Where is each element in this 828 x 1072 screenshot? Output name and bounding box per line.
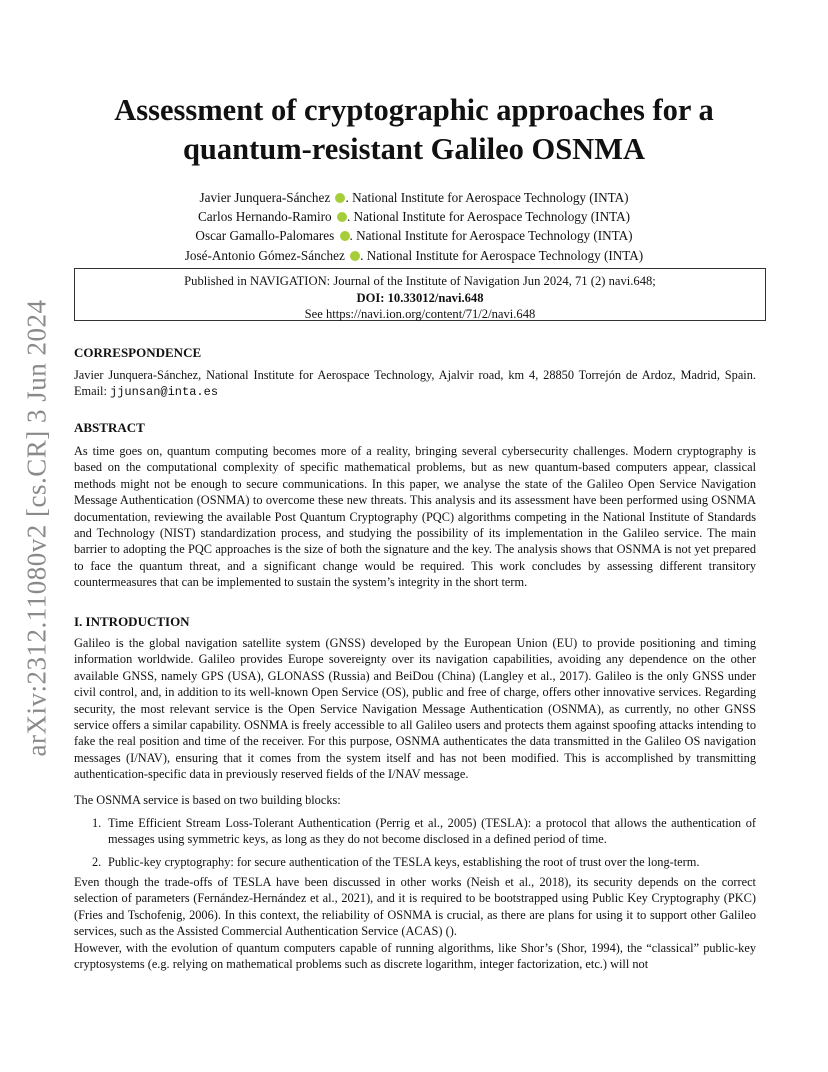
intro-paragraph-3: Even though the trade-offs of TESLA have been discussed in other works (Neish et al., 2018), its security depends on the correct selection of parameters (Fernández-Hernández et al., 2021), and it is required to be bootstrapped using Public Key Cryptography (PKC) (Fries and Tschofenig, 2006). In this context, the reliability of OSNMA is crucial, as there are plans for using it to support other Galileo services, such as the Assisted Commercial Authentication Service (ACAS) ().: [74, 875, 756, 939]
intro-paragraph-4: However, with the evolution of quantum computers capable of running algorithms, like Shor’s (Shor, 1994), the “classical” public-key cryptosystems (e.g. relying on mathematical problems such as discrete logarithm, integer factorization, etc.) will not: [74, 941, 756, 972]
author-list: [74, 188, 754, 265]
publication-doi[interactable]: DOI: 10.33012/navi.648: [356, 290, 484, 305]
introduction-heading: I. INTRODUCTION: [74, 614, 190, 629]
orcid-icon[interactable]: [340, 231, 350, 241]
title-line-2: quantum-resistant Galileo OSNMA: [182, 132, 646, 166]
list-item: [92, 854, 756, 870]
correspondence-heading: CORRESPONDENCE: [74, 345, 202, 360]
publication-journal: Published in NAVIGATION: Journal of the Institute of Navigation Jun 2024, 71 (2) navi.648;: [184, 274, 656, 288]
author-entry: [74, 246, 754, 265]
author-name: Javier Junquera-Sánchez: [199, 190, 331, 205]
author-affiliation: . National Institute for Aerospace Technology (INTA): [360, 247, 644, 263]
arxiv-identifier: [22, 298, 52, 758]
list-item-number: 2.: [92, 854, 102, 869]
publication-url[interactable]: See https://navi.ion.org/content/71/2/navi.648: [304, 307, 536, 321]
correspondence-email[interactable]: jjunsan@inta.es: [110, 385, 219, 400]
publication-box: [74, 268, 766, 321]
abstract-heading: ABSTRACT: [74, 420, 145, 435]
correspondence-text: [74, 367, 756, 401]
author-entry: [74, 188, 754, 207]
author-affiliation: . National Institute for Aerospace Technology (INTA): [345, 190, 629, 205]
paper-title: [74, 91, 754, 169]
intro-paragraph-1: Galileo is the global navigation satellite system (GNSS) developed by the European Union (EU) to provide positioning and timing information worldwide. Galileo provides Europe sovereignty over its navigation capabilities, avoiding any dependence on the other available GNSS, namely GPS (USA), GLONASS (Russia) and BeiDou (China) (Langley et al., 2017). Galileo is the only GNSS under civil control, and, in addition to its well-known Open Service (OS), public and free of charge, offers other innovative services. Regarding security, the most relevant service is the Open Service Navigation Message Authentication (OSNMA), as currently, no other GNSS service offers a similar capability. OSNMA is freely accessible to all Galileo users and protects them against spoofing attacks intending to fake the real position and time of the receiver. For this purpose, OSNMA authenticates the data transmitted in the Galileo OS navigation messages (I/NAV), ensuring that it comes from the system itself and has not been modified. This is accomplished by transmitting authentication-specific data in previously reserved fields of the I/NAV message.: [74, 636, 756, 782]
list-item-number: 1.: [92, 816, 102, 830]
building-blocks-list: [92, 815, 756, 870]
orcid-icon[interactable]: [335, 193, 345, 203]
correspondence-body: Javier Junquera-Sánchez, National Institute for Aerospace Technology, Ajalvir road, km 4, 28850 Torrejón de Ardoz, Madrid, Spain. Email:: [74, 368, 756, 399]
author-affiliation: . National Institute for Aerospace Technology (INTA): [346, 209, 631, 225]
list-item-text: Public-key cryptography: for secure authentication of the TESLA keys, establishing the root of trust over the long-term.: [108, 854, 700, 869]
title-line-1: Assessment of cryptographic approaches for a: [114, 93, 714, 127]
orcid-icon[interactable]: [337, 212, 347, 222]
author-name: Carlos Hernando-Ramiro: [197, 209, 332, 225]
abstract-text: As time goes on, quantum computing becomes more of a reality, bringing several cybersecurity challenges. Modern cryptography is based on the computational complexity of specific mathematical problems, but as new quantum-based computers appear, classical methods might not be enough to secure communications. In this paper, we analyse the state of the Galileo Open Service Navigation Message Authentication (OSNMA) to overcome these new threats. This analysis and its assessment have been performed using OSNMA documentation, reviewing the available Post Quantum Cryptography (PQC) algorithms competing in the National Institute of Standards and Technology (NIST) standardization process, and studying the possibility of its implementation in the Galileo service. The main barrier to adopting the PQC approaches is the size of both the signature and the key. The analysis shows that OSNMA is not yet prepared to face the quantum threat, and a significant change would be required. This work concludes by assessing different transitory countermeasures that can be implemented to sustain the system’s integrity in the short term.: [74, 444, 756, 590]
author-name: Oscar Gamallo-Palomares: [195, 228, 335, 244]
list-item-text: Time Efficient Stream Loss-Tolerant Authentication (Perrig et al., 2005) (TESLA): a protocol that allows the authentication of messages using symmetric keys, as long as they do not become disclosed in a defined period of time.: [108, 816, 756, 847]
author-entry: [74, 207, 754, 226]
author-name: José-Antonio Gómez-Sánchez: [184, 247, 345, 263]
list-item: [92, 815, 756, 848]
arxiv-identifier-text: arXiv:2312.11080v2 [cs.CR] 3 Jun 2024: [21, 299, 52, 757]
author-entry: [74, 226, 754, 245]
orcid-icon[interactable]: [350, 251, 360, 261]
intro-paragraph-2: The OSNMA service is based on two building blocks:: [74, 793, 341, 807]
author-affiliation: . National Institute for Aerospace Technology (INTA): [349, 228, 633, 244]
